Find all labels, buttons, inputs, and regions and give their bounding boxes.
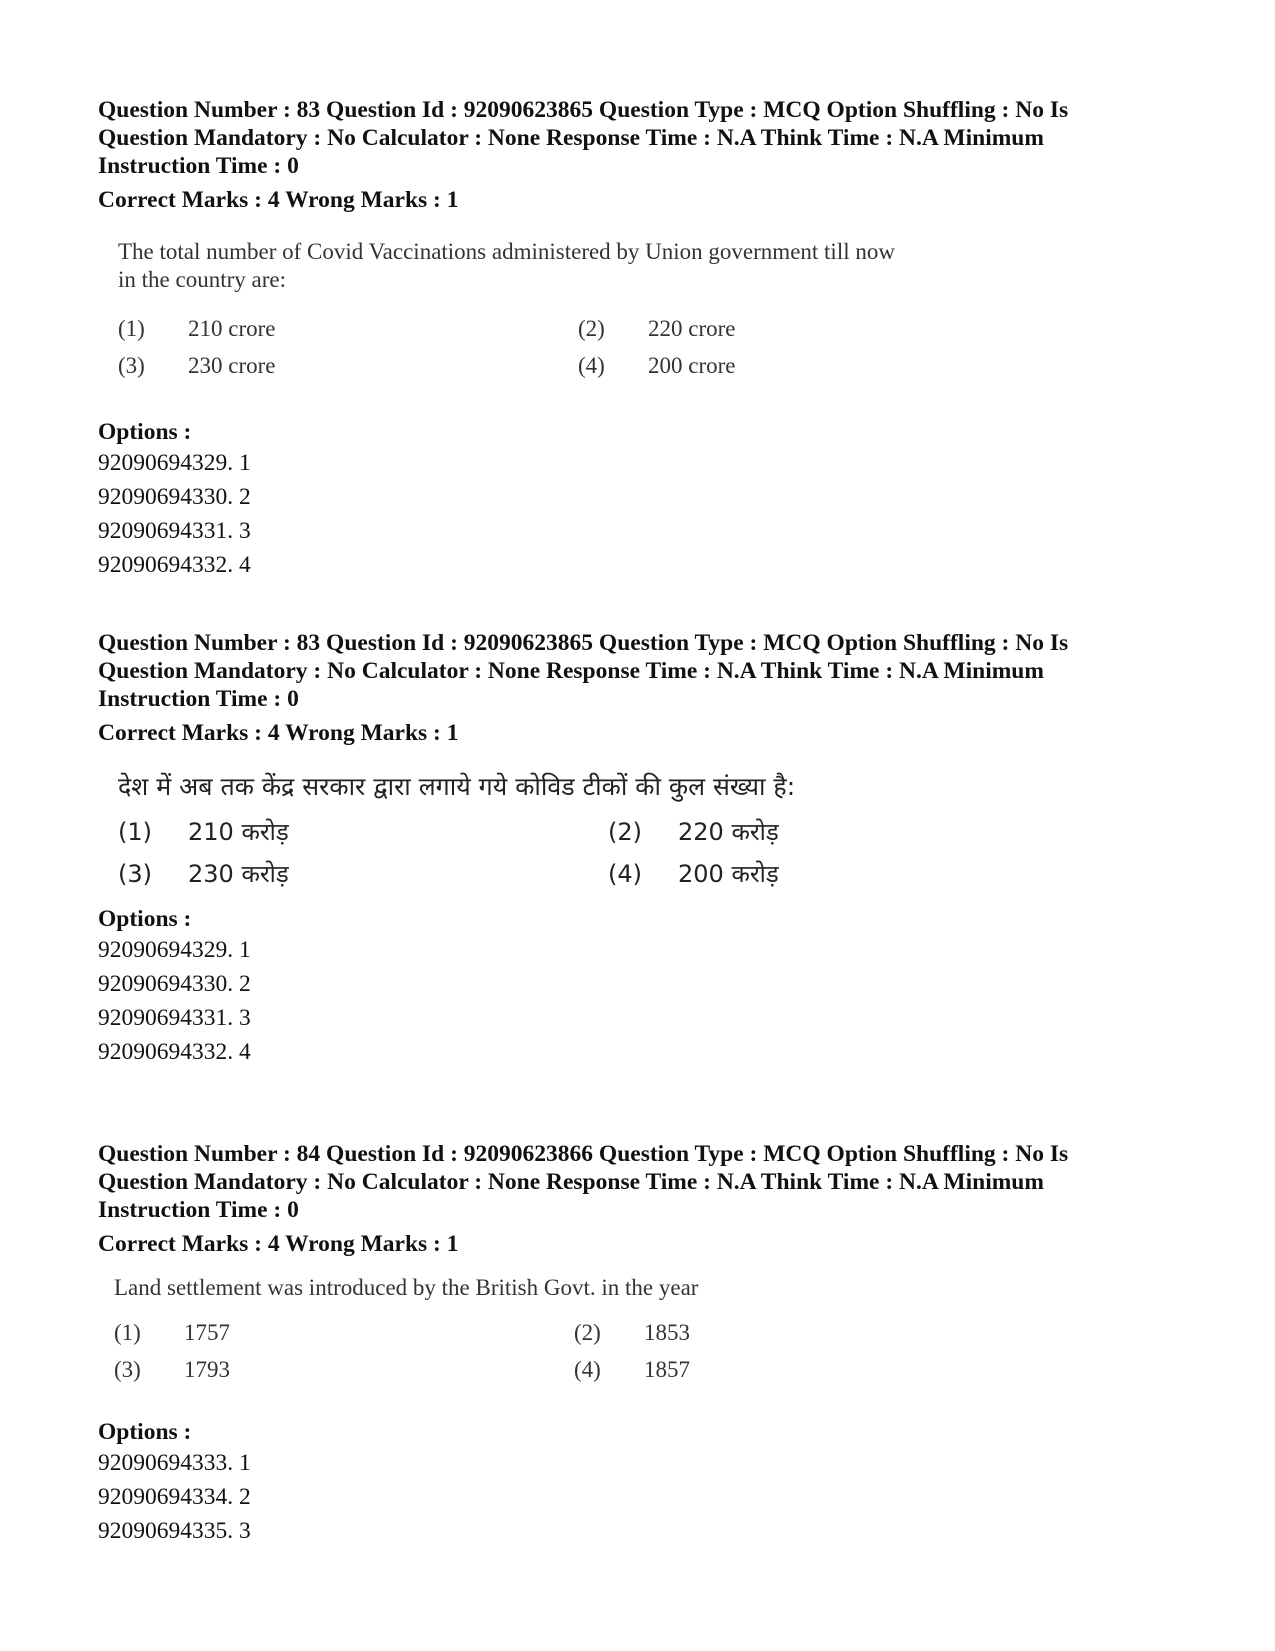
choice-grid	[118, 314, 1118, 380]
choice-text: 210 crore	[188, 316, 276, 341]
option-id-line: 92090694329. 1	[98, 937, 251, 963]
choice-text: 210 करोड़	[188, 818, 289, 846]
meta-line: Instruction Time : 0	[98, 686, 299, 712]
choice-text: 230 करोड़	[188, 860, 289, 888]
choice-text: 1793	[184, 1357, 230, 1382]
options-label: Options :	[98, 1419, 192, 1445]
option-id-line: 92090694331. 3	[98, 518, 251, 544]
question-image	[118, 773, 1118, 891]
choice-item	[608, 857, 1068, 891]
option-id-line: 92090694333. 1	[98, 1450, 251, 1476]
question-text-line: The total number of Covid Vaccinations administered by Union government till now	[118, 239, 895, 264]
choice-item	[578, 314, 1038, 343]
choice-grid	[118, 815, 1118, 891]
choice-item	[118, 314, 578, 343]
question-block	[98, 96, 1178, 582]
choice-text: 1857	[644, 1357, 690, 1382]
choice-number: (4)	[608, 860, 642, 888]
choice-item	[574, 1355, 1034, 1384]
option-id-line: 92090694335. 3	[98, 1518, 251, 1544]
choice-number: (3)	[114, 1357, 141, 1382]
question-image	[118, 238, 1118, 380]
marks-line: Correct Marks : 4 Wrong Marks : 1	[98, 720, 459, 746]
meta-line: Question Number : 83 Question Id : 92090623865 Question Type : MCQ Option Shuffling : No Is	[98, 97, 1069, 123]
choice-number: (4)	[574, 1357, 601, 1382]
choice-text: 200 crore	[648, 353, 736, 378]
choice-item	[608, 815, 1068, 849]
choice-grid	[114, 1318, 1114, 1384]
choice-number: (2)	[578, 316, 605, 341]
choice-item	[118, 857, 608, 891]
choice-number: (1)	[118, 316, 145, 341]
choice-item	[118, 815, 608, 849]
choice-number: (2)	[608, 818, 642, 846]
choice-item	[574, 1318, 1034, 1347]
meta-line: Question Mandatory : No Calculator : None Response Time : N.A Think Time : N.A Minimum	[98, 125, 1044, 151]
choice-text: 1853	[644, 1320, 690, 1345]
choice-number: (3)	[118, 353, 145, 378]
question-block	[98, 1140, 1178, 1548]
question-meta	[98, 1140, 1178, 1224]
meta-line: Question Mandatory : No Calculator : None Response Time : N.A Think Time : N.A Minimum	[98, 658, 1044, 684]
options-label: Options :	[98, 906, 192, 932]
option-id-line: 92090694332. 4	[98, 1039, 251, 1065]
options-label: Options :	[98, 419, 192, 445]
choice-text: 1757	[184, 1320, 230, 1345]
choice-number: (4)	[578, 353, 605, 378]
choice-text: 200 करोड़	[678, 860, 779, 888]
choice-item	[578, 351, 1038, 380]
choice-item	[118, 351, 578, 380]
choice-text: 230 crore	[188, 353, 276, 378]
option-id-line: 92090694332. 4	[98, 552, 251, 578]
question-text-line: Land settlement was introduced by the British Govt. in the year	[114, 1275, 699, 1300]
meta-line: Question Mandatory : No Calculator : None Response Time : N.A Think Time : N.A Minimum	[98, 1169, 1044, 1195]
option-id-line: 92090694331. 3	[98, 1005, 251, 1031]
meta-line: Instruction Time : 0	[98, 153, 299, 179]
choice-number: (3)	[118, 860, 152, 888]
meta-line: Instruction Time : 0	[98, 1197, 299, 1223]
marks-line: Correct Marks : 4 Wrong Marks : 1	[98, 1231, 459, 1257]
choice-number: (2)	[574, 1320, 601, 1345]
options-list	[98, 446, 1178, 582]
question-text-line: देश में अब तक केंद्र सरकार द्वारा लगाये गये कोविड टीकों की कुल संख्या है:	[118, 772, 796, 801]
question-meta	[98, 629, 1178, 713]
option-id-line: 92090694330. 2	[98, 971, 251, 997]
meta-line: Question Number : 83 Question Id : 92090623865 Question Type : MCQ Option Shuffling : No Is	[98, 630, 1069, 656]
marks-line: Correct Marks : 4 Wrong Marks : 1	[98, 187, 459, 213]
choice-number: (1)	[114, 1320, 141, 1345]
option-id-line: 92090694329. 1	[98, 450, 251, 476]
choice-number: (1)	[118, 818, 152, 846]
option-id-line: 92090694334. 2	[98, 1484, 251, 1510]
question-block	[98, 629, 1178, 1069]
question-meta	[98, 96, 1178, 180]
choice-item	[114, 1355, 574, 1384]
question-image	[114, 1274, 1114, 1384]
choice-text: 220 crore	[648, 316, 736, 341]
option-id-line: 92090694330. 2	[98, 484, 251, 510]
options-list	[98, 933, 1178, 1069]
question-text-line: in the country are:	[118, 267, 286, 292]
options-list	[98, 1446, 1178, 1548]
choice-item	[114, 1318, 574, 1347]
choice-text: 220 करोड़	[678, 818, 779, 846]
meta-line: Question Number : 84 Question Id : 92090623866 Question Type : MCQ Option Shuffling : No Is	[98, 1141, 1069, 1167]
